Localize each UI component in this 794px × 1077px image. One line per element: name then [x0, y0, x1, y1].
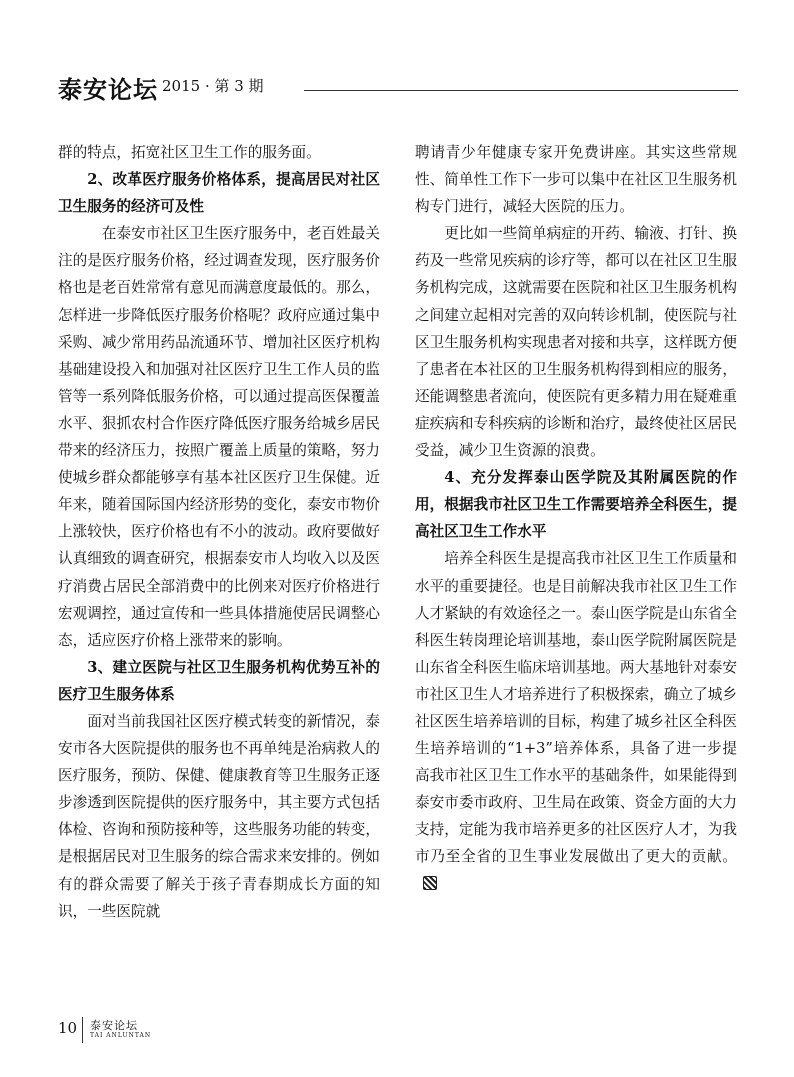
footer-journal-name-en: TAI ANLUNTAN — [90, 1032, 152, 1039]
page-number: 10 — [58, 1019, 78, 1037]
section-heading-2: 2、改革医疗服务价格体系，提高居民对社区卫生服务的经济可及性 — [58, 171, 380, 216]
paragraph: 群的特点，拓宽社区卫生工作的服务面。 — [58, 144, 321, 161]
paragraph: 在泰安市社区卫生医疗服务中，老百姓最关注的是医疗服务价格，经过调查发现，医疗服务价格也是老百姓常常有意见而满意度最低的。那么，怎样进一步降低医疗服务价格呢？政府应通过集中采购、减少常用药品流通环节、增加社区医疗机构基础建设投入和加强对社区医疗卫生工作人员的监管等一系列降低服务价格，可以通过提高医保覆盖水平、狠抓农村合作医疗降低医疗服务给城乡居民带来的经济压力，按照广覆盖上质量的策略，努力使城乡群众都能够享有基本社区医疗卫生保健。近年来，随着国际国内经济形势的变化，泰安市物价上涨较快，医疗价格也有不小的波动。政府要做好认真细致的调查研究，根据泰安市人均收入以及医疗消费占居民全部消费中的比例来对医疗价格进行宏观调控，通过宣传和一些具体措施使居民调整心态，适应医疗价格上涨带来的影响。 — [58, 225, 380, 649]
journal-masthead: 泰安论坛 — [58, 75, 158, 104]
section-heading-4: 4、充分发挥泰山医学院及其附属医院的作用，根据我市社区卫生工作需要培养全科医生，提高社区卫生工作水平 — [415, 469, 737, 541]
paragraph: 聘请青少年健康专家开免费讲座。其实这些常规性、简单性工作下一步可以集中在社区卫生服务机构专门进行，减轻大医院的压力。 — [415, 144, 737, 216]
right-column — [415, 139, 737, 898]
paragraph: 面对当前我国社区医疗模式转变的新情况，泰安市各大医院提供的服务也不再单纯是治病救人的医疗服务，预防、保健、健康教育等卫生服务正逐步渗透到医院提供的医疗服务中，其主要方式包括体检、咨询和预防接种等，这些服务功能的转变，是根据居民对卫生服务的综合需求来安排的。例如有的群众需要了解关于孩子青春期成长方面的知识，一些医院就 — [58, 712, 380, 920]
section-heading-3: 3、建立医院与社区卫生服务机构优势互补的医疗卫生服务体系 — [58, 658, 380, 703]
header-rule — [304, 90, 738, 91]
footer-rule — [82, 1017, 83, 1043]
page-header — [58, 70, 738, 104]
end-of-article-icon — [423, 876, 437, 890]
paragraph: 更比如一些简单病症的开药、输液、打针、换药及一些常见疾病的诊疗等，都可以在社区卫生服务机构完成，这就需要在医院和社区卫生服务机构之间建立起相对完善的双向转诊机制，使医院与社区卫生服务机构实现患者对接和共享，这样既方便了患者在本社区的卫生服务机构得到相应的服务，还能调整患者流向，使医院有更多精力用在疑难重症疾病和专科疾病的诊断和治疗，最终使社区居民受益，减少卫生资源的浪费。 — [415, 225, 737, 460]
left-column — [58, 139, 380, 925]
footer-journal-name: 泰安论坛 — [90, 1019, 138, 1032]
paragraph-final — [415, 545, 737, 897]
paragraph-text: 培养全科医生是提高我市社区卫生工作质量和水平的重要捷径。也是目前解决我市社区卫生工作人才紧缺的有效途径之一。泰山医学院是山东省全科医生转岗理论培训基地，泰山医学院附属医院是山东省全科医生临床培训基地。两大基地针对泰安市社区卫生人才培养进行了积极探索，确立了城乡社区医生培养培训的目标，构建了城乡社区全科医生培养培训的“1+3”培养体系，具备了进一步提高我市社区卫生工作水平的基础条件，如果能得到泰安市委市政府、卫生局在政策、资金方面的大力支持，定能为我市培养更多的社区医疗人才，为我市乃至全省的卫生事业发展做出了更大的贡献。 — [415, 550, 737, 866]
issue-label: 2015 · 第 3 期 — [162, 77, 264, 95]
